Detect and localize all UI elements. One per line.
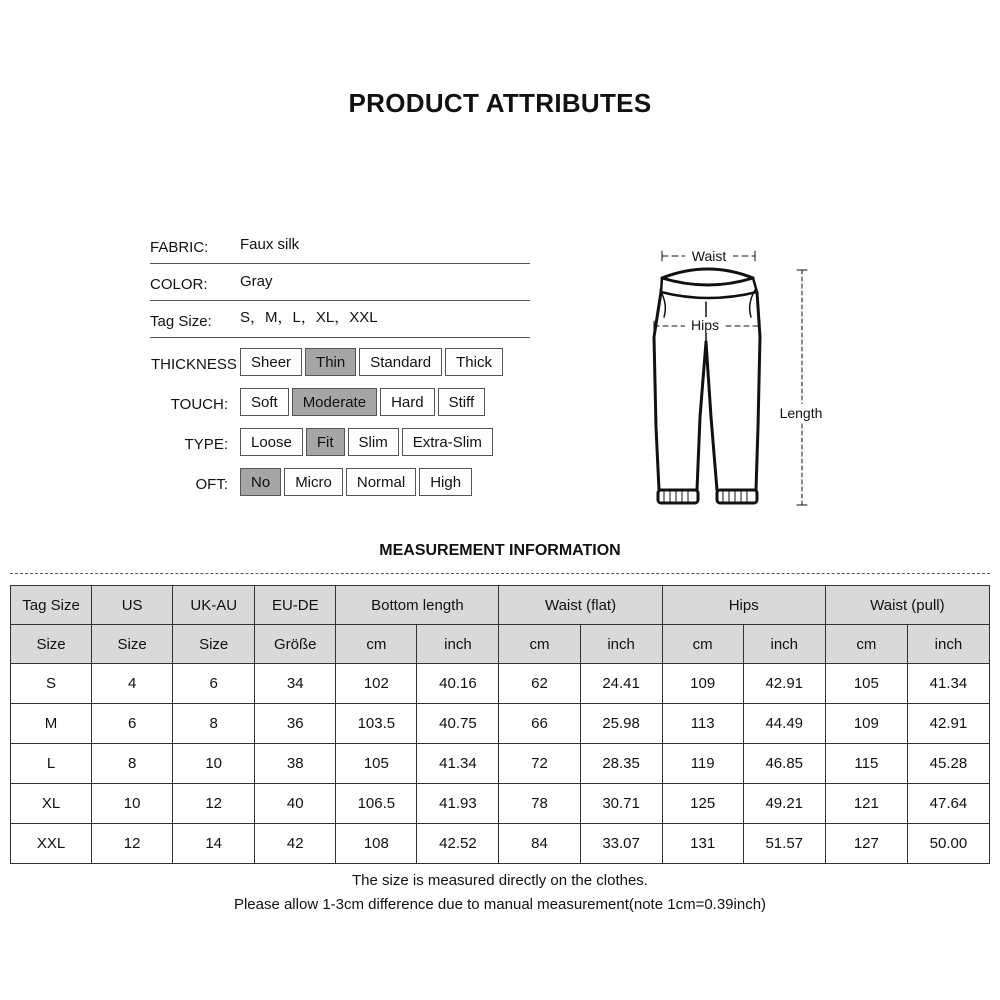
thickness-option-standard: Standard [359, 348, 442, 376]
table-cell: 25.98 [580, 704, 662, 744]
table-cell: 103.5 [336, 704, 417, 744]
touch-option-soft: Soft [240, 388, 289, 416]
type-option-loose: Loose [240, 428, 303, 456]
touch-options [240, 388, 485, 416]
oft-option-high: High [419, 468, 472, 496]
oft-option-normal: Normal [346, 468, 416, 496]
table-cell: 42.91 [907, 704, 989, 744]
table-row [11, 704, 990, 744]
table-cell: 12 [173, 784, 255, 824]
header-cell: UK-AU [173, 586, 255, 625]
thickness-label: THICKNESS [151, 356, 237, 373]
table-cell: 84 [499, 824, 580, 864]
table-cell: 42.91 [743, 664, 825, 704]
tag-size-row [150, 300, 530, 338]
thickness-option-thick: Thick [445, 348, 503, 376]
type-option-extra-slim: Extra-Slim [402, 428, 493, 456]
page-title: PRODUCT ATTRIBUTES [348, 88, 652, 118]
table-cell: M [11, 704, 92, 744]
tag-size-value: S，M，L，XL，XXL [240, 309, 378, 326]
header-cell: Hips [662, 586, 825, 625]
fabric-row [150, 226, 530, 264]
subheader-cell: Size [11, 625, 92, 664]
thickness-option-thin: Thin [305, 348, 356, 376]
fabric-value: Faux silk [240, 236, 300, 253]
subheader-cell: inch [417, 625, 499, 664]
subheader-cell: cm [499, 625, 580, 664]
subheader-cell: cm [825, 625, 907, 664]
table-cell: 113 [662, 704, 743, 744]
subheader-cell: inch [580, 625, 662, 664]
dashed-divider [10, 573, 990, 574]
table-cell: 106.5 [336, 784, 417, 824]
color-row [150, 263, 530, 301]
pants-diagram [640, 242, 840, 517]
table-cell: 30.71 [580, 784, 662, 824]
thickness-options [240, 348, 503, 376]
table-cell: XL [11, 784, 92, 824]
table-cell: XXL [11, 824, 92, 864]
oft-options [240, 468, 472, 496]
table-cell: 36 [255, 704, 336, 744]
touch-option-moderate: Moderate [292, 388, 377, 416]
table-cell: 12 [92, 824, 173, 864]
waist-label: Waist [691, 248, 727, 264]
table-cell: S [11, 664, 92, 704]
note-line-1: The size is measured directly on the clothes. [352, 872, 648, 889]
table-cell: 42.52 [417, 824, 499, 864]
touch-label: TOUCH: [170, 396, 228, 413]
color-label: COLOR: [150, 276, 208, 293]
subheader-cell: Size [92, 625, 173, 664]
oft-option-micro: Micro [284, 468, 343, 496]
touch-option-hard: Hard [380, 388, 435, 416]
table-cell: 46.85 [743, 744, 825, 784]
table-cell: 38 [255, 744, 336, 784]
header-cell: Bottom length [336, 586, 499, 625]
table-cell: 127 [825, 824, 907, 864]
table-cell: 41.93 [417, 784, 499, 824]
table-cell: 41.34 [417, 744, 499, 784]
header-cell: Waist (pull) [825, 586, 989, 625]
table-cell: 109 [662, 664, 743, 704]
subheader-cell: cm [336, 625, 417, 664]
subheader-cell: Size [173, 625, 255, 664]
color-value: Gray [240, 273, 273, 290]
measurement-title: MEASUREMENT INFORMATION [379, 542, 621, 559]
table-cell: 47.64 [907, 784, 989, 824]
table-cell: 119 [662, 744, 743, 784]
table-cell: 51.57 [743, 824, 825, 864]
table-cell: 40.75 [417, 704, 499, 744]
table-cell: 115 [825, 744, 907, 784]
subheader-cell: Größe [255, 625, 336, 664]
table-cell: 102 [336, 664, 417, 704]
fabric-label: FABRIC: [150, 239, 209, 256]
header-cell: Waist (flat) [499, 586, 662, 625]
measurement-table [10, 585, 990, 864]
thickness-option-sheer: Sheer [240, 348, 302, 376]
type-label: TYPE: [184, 436, 228, 453]
subheader-cell: cm [662, 625, 743, 664]
measurement-table-body [11, 586, 990, 864]
table-header-row [11, 586, 990, 625]
table-cell: 66 [499, 704, 580, 744]
tag-size-label: Tag Size: [150, 313, 212, 330]
type-options [240, 428, 493, 456]
subheader-cell: inch [907, 625, 989, 664]
table-cell: 62 [499, 664, 580, 704]
table-subheader-row [11, 625, 990, 664]
table-cell: 34 [255, 664, 336, 704]
header-cell: US [92, 586, 173, 625]
table-cell: 33.07 [580, 824, 662, 864]
table-cell: 6 [92, 704, 173, 744]
table-row [11, 664, 990, 704]
table-cell: 78 [499, 784, 580, 824]
table-cell: 108 [336, 824, 417, 864]
table-row [11, 824, 990, 864]
table-cell: 105 [825, 664, 907, 704]
type-option-slim: Slim [348, 428, 399, 456]
table-cell: 10 [173, 744, 255, 784]
table-cell: 131 [662, 824, 743, 864]
table-cell: 121 [825, 784, 907, 824]
oft-label: OFT: [195, 476, 228, 493]
table-cell: 50.00 [907, 824, 989, 864]
table-cell: 14 [173, 824, 255, 864]
oft-option-no: No [240, 468, 281, 496]
subheader-cell: inch [743, 625, 825, 664]
table-cell: 4 [92, 664, 173, 704]
table-cell: 24.41 [580, 664, 662, 704]
length-label: Length [779, 405, 823, 421]
table-cell: 8 [92, 744, 173, 784]
header-cell: EU-DE [255, 586, 336, 625]
table-cell: 28.35 [580, 744, 662, 784]
table-cell: 40.16 [417, 664, 499, 704]
type-option-fit: Fit [306, 428, 345, 456]
touch-option-stiff: Stiff [438, 388, 486, 416]
table-cell: 8 [173, 704, 255, 744]
table-cell: 49.21 [743, 784, 825, 824]
table-cell: 42 [255, 824, 336, 864]
table-cell: 44.49 [743, 704, 825, 744]
table-row [11, 784, 990, 824]
table-cell: 105 [336, 744, 417, 784]
table-cell: 72 [499, 744, 580, 784]
table-cell: 40 [255, 784, 336, 824]
table-cell: 41.34 [907, 664, 989, 704]
hips-label: Hips [690, 317, 720, 333]
table-cell: 6 [173, 664, 255, 704]
table-cell: 109 [825, 704, 907, 744]
table-cell: 10 [92, 784, 173, 824]
table-cell: 125 [662, 784, 743, 824]
table-cell: L [11, 744, 92, 784]
table-cell: 45.28 [907, 744, 989, 784]
note-line-2: Please allow 1-3cm difference due to manual measurement(note 1cm=0.39inch) [233, 896, 767, 913]
header-cell: Tag Size [11, 586, 92, 625]
table-row [11, 744, 990, 784]
